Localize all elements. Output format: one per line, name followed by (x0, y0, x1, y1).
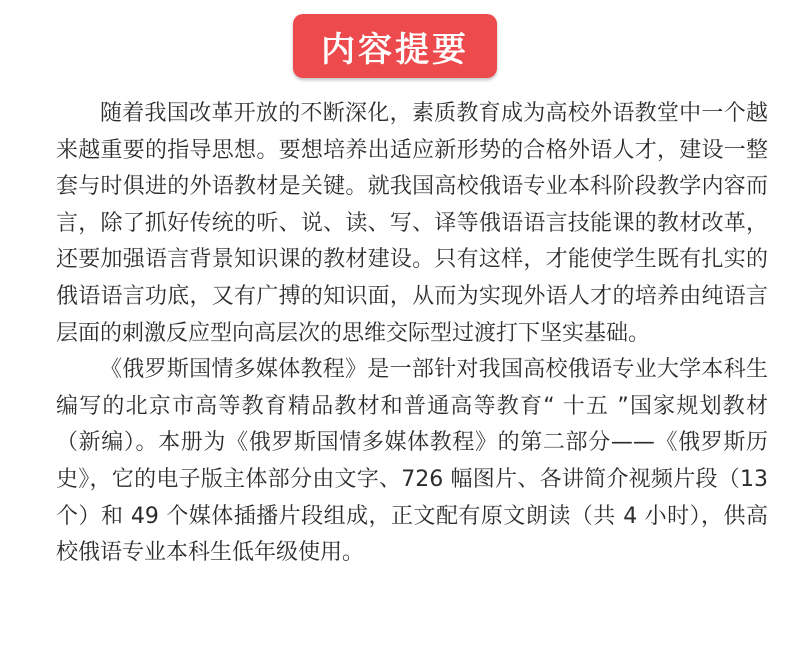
summary-body (56, 96, 768, 572)
summary-paragraph-2: 《俄罗斯国情多媒体教程》是一部针对我国高校俄语专业大学本科生编写的北京市高等教育精品教材和普通高等教育“ 十五 ”国家规划教材（新编）。本册为《俄罗斯国情多媒体教程》的第二部分——《俄罗斯历史》，它的电子版主体部分由文字、726 幅图片、各讲简介视频片段（13个）和 49 个媒体插播片段组成，正文配有原文朗读（共 4 小时），供高校俄语专业本科生低年级使用。 (56, 357, 768, 566)
summary-paragraph-1: 随着我国改革开放的不断深化，素质教育成为高校外语教堂中一个越来越重要的指导思想。要想培养出适应新形势的合格外语人才，建设一整套与时俱进的外语教材是关键。就我国高校俄语专业本科阶段教学内容而言，除了抓好传统的听、说、读、写、译等俄语语言技能课的教材改革，还要加强语言背景知识课的教材建设。只有这样，才能使学生既有扎实的俄语语言功底，又有广搏的知识面，从而为实现外语人才的培养由纯语言层面的刺激反应型向高层次的思维交际型过渡打下坚实基础。 (56, 101, 768, 346)
section-title: 内容提要 (321, 29, 469, 70)
section-title-badge (293, 14, 497, 78)
